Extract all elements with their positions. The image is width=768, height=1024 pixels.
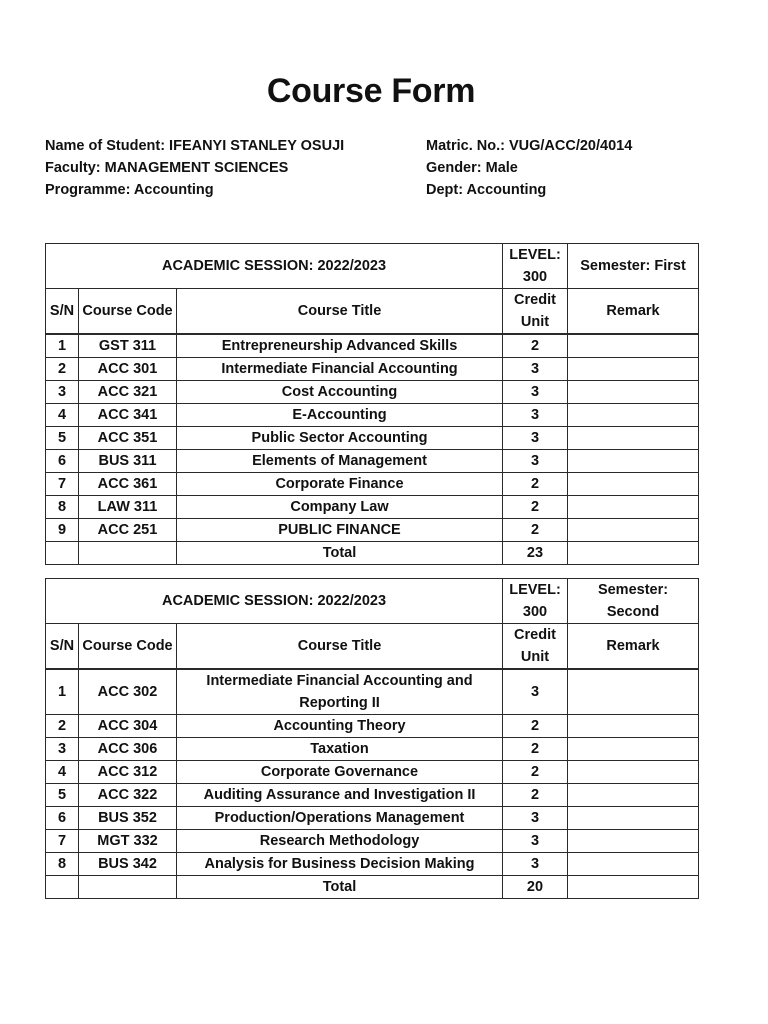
table-row bbox=[46, 784, 699, 807]
level: LEVEL: 300 bbox=[503, 244, 568, 289]
cell-title: Public Sector Accounting bbox=[177, 427, 503, 450]
semester: Semester: Second bbox=[568, 579, 699, 624]
cell-remark bbox=[568, 450, 699, 473]
cell-sn: 5 bbox=[46, 427, 79, 450]
cell-title: Analysis for Business Decision Making bbox=[177, 853, 503, 876]
course-rows bbox=[46, 334, 699, 542]
cell-credit: 3 bbox=[503, 669, 568, 715]
cell-sn: 9 bbox=[46, 519, 79, 542]
cell-remark bbox=[568, 669, 699, 715]
col-header-code: Course Code bbox=[79, 289, 177, 335]
cell-code: ACC 322 bbox=[79, 784, 177, 807]
student-gender: Gender: Male bbox=[426, 160, 518, 176]
cell-code: ACC 302 bbox=[79, 669, 177, 715]
total-label: Total bbox=[177, 542, 503, 565]
cell-sn: 2 bbox=[46, 358, 79, 381]
student-info-right bbox=[426, 135, 632, 201]
student-dept: Dept: Accounting bbox=[426, 182, 547, 198]
total-row bbox=[46, 876, 699, 899]
total-remark-blank bbox=[568, 876, 699, 899]
cell-remark bbox=[568, 381, 699, 404]
cell-credit: 3 bbox=[503, 807, 568, 830]
cell-title: Elements of Management bbox=[177, 450, 503, 473]
table-row bbox=[46, 807, 699, 830]
semester: Semester: First bbox=[568, 244, 699, 289]
total-sn-blank bbox=[46, 876, 79, 899]
student-name: Name of Student: IFEANYI STANLEY OSUJI bbox=[45, 138, 345, 154]
cell-credit: 3 bbox=[503, 450, 568, 473]
student-faculty: Faculty: MANAGEMENT SCIENCES bbox=[45, 160, 289, 176]
cell-remark bbox=[568, 761, 699, 784]
table-row bbox=[46, 830, 699, 853]
col-header-title: Course Title bbox=[177, 289, 503, 335]
cell-sn: 4 bbox=[46, 404, 79, 427]
course-rows bbox=[46, 669, 699, 876]
cell-remark bbox=[568, 334, 699, 358]
cell-credit: 3 bbox=[503, 404, 568, 427]
col-header-remark: Remark bbox=[568, 289, 699, 335]
col-header-sn: S/N bbox=[46, 624, 79, 670]
cell-sn: 1 bbox=[46, 669, 79, 715]
cell-code: ACC 351 bbox=[79, 427, 177, 450]
cell-title: E-Accounting bbox=[177, 404, 503, 427]
cell-credit: 2 bbox=[503, 761, 568, 784]
cell-sn: 8 bbox=[46, 496, 79, 519]
total-row bbox=[46, 542, 699, 565]
cell-sn: 6 bbox=[46, 807, 79, 830]
cell-title: Taxation bbox=[177, 738, 503, 761]
cell-sn: 8 bbox=[46, 853, 79, 876]
table-row bbox=[46, 404, 699, 427]
cell-title: Cost Accounting bbox=[177, 381, 503, 404]
total-credit: 23 bbox=[503, 542, 568, 565]
cell-credit: 2 bbox=[503, 715, 568, 738]
student-info-left bbox=[45, 135, 344, 201]
cell-code: ACC 301 bbox=[79, 358, 177, 381]
cell-remark bbox=[568, 519, 699, 542]
cell-code: ACC 312 bbox=[79, 761, 177, 784]
cell-credit: 2 bbox=[503, 473, 568, 496]
cell-title: Corporate Governance bbox=[177, 761, 503, 784]
table-row bbox=[46, 358, 699, 381]
col-header-code: Course Code bbox=[79, 624, 177, 670]
cell-sn: 6 bbox=[46, 450, 79, 473]
table-row bbox=[46, 853, 699, 876]
session-header-row bbox=[46, 579, 699, 624]
cell-remark bbox=[568, 784, 699, 807]
cell-code: BUS 342 bbox=[79, 853, 177, 876]
cell-title: Entrepreneurship Advanced Skills bbox=[177, 334, 503, 358]
total-label: Total bbox=[177, 876, 503, 899]
cell-title: Accounting Theory bbox=[177, 715, 503, 738]
cell-credit: 3 bbox=[503, 358, 568, 381]
page-title: Course Form bbox=[266, 72, 476, 110]
total-code-blank bbox=[79, 542, 177, 565]
cell-sn: 7 bbox=[46, 473, 79, 496]
cell-sn: 1 bbox=[46, 334, 79, 358]
cell-title: PUBLIC FINANCE bbox=[177, 519, 503, 542]
table-row bbox=[46, 473, 699, 496]
cell-sn: 3 bbox=[46, 381, 79, 404]
table-row bbox=[46, 519, 699, 542]
table-row bbox=[46, 496, 699, 519]
cell-code: ACC 321 bbox=[79, 381, 177, 404]
cell-remark bbox=[568, 738, 699, 761]
table-row bbox=[46, 381, 699, 404]
table-row bbox=[46, 738, 699, 761]
col-header-title: Course Title bbox=[177, 624, 503, 670]
cell-remark bbox=[568, 496, 699, 519]
cell-title: Corporate Finance bbox=[177, 473, 503, 496]
cell-code: ACC 361 bbox=[79, 473, 177, 496]
cell-code: BUS 352 bbox=[79, 807, 177, 830]
cell-credit: 3 bbox=[503, 381, 568, 404]
academic-session: ACADEMIC SESSION: 2022/2023 bbox=[46, 244, 503, 289]
cell-sn: 3 bbox=[46, 738, 79, 761]
cell-credit: 2 bbox=[503, 738, 568, 761]
second-semester-table bbox=[45, 578, 699, 899]
cell-code: MGT 332 bbox=[79, 830, 177, 853]
cell-remark bbox=[568, 807, 699, 830]
cell-remark bbox=[568, 427, 699, 450]
table-row bbox=[46, 427, 699, 450]
cell-remark bbox=[568, 830, 699, 853]
total-credit: 20 bbox=[503, 876, 568, 899]
cell-code: ACC 251 bbox=[79, 519, 177, 542]
session-header-row bbox=[46, 244, 699, 289]
student-programme: Programme: Accounting bbox=[45, 182, 214, 198]
cell-code: ACC 304 bbox=[79, 715, 177, 738]
cell-title: Intermediate Financial Accounting bbox=[177, 358, 503, 381]
cell-title: Company Law bbox=[177, 496, 503, 519]
table-row bbox=[46, 761, 699, 784]
cell-credit: 3 bbox=[503, 830, 568, 853]
student-matric: Matric. No.: VUG/ACC/20/4014 bbox=[426, 138, 633, 154]
first-semester-table bbox=[45, 243, 699, 565]
cell-sn: 7 bbox=[46, 830, 79, 853]
cell-code: LAW 311 bbox=[79, 496, 177, 519]
cell-remark bbox=[568, 853, 699, 876]
col-header-remark: Remark bbox=[568, 624, 699, 670]
col-header-credit: Credit Unit bbox=[503, 624, 568, 670]
cell-title: Research Methodology bbox=[177, 830, 503, 853]
total-sn-blank bbox=[46, 542, 79, 565]
cell-code: ACC 306 bbox=[79, 738, 177, 761]
academic-session: ACADEMIC SESSION: 2022/2023 bbox=[46, 579, 503, 624]
cell-remark bbox=[568, 404, 699, 427]
cell-title: Production/Operations Management bbox=[177, 807, 503, 830]
cell-code: ACC 341 bbox=[79, 404, 177, 427]
table-row bbox=[46, 450, 699, 473]
total-code-blank bbox=[79, 876, 177, 899]
cell-code: BUS 311 bbox=[79, 450, 177, 473]
cell-remark bbox=[568, 473, 699, 496]
col-header-credit: Credit Unit bbox=[503, 289, 568, 335]
cell-credit: 2 bbox=[503, 334, 568, 358]
cell-sn: 4 bbox=[46, 761, 79, 784]
level: LEVEL: 300 bbox=[503, 579, 568, 624]
cell-credit: 3 bbox=[503, 427, 568, 450]
table-row bbox=[46, 715, 699, 738]
cell-credit: 2 bbox=[503, 519, 568, 542]
cell-title: Auditing Assurance and Investigation II bbox=[177, 784, 503, 807]
cell-code: GST 311 bbox=[79, 334, 177, 358]
column-header-row bbox=[46, 624, 699, 670]
table-row bbox=[46, 669, 699, 715]
cell-remark bbox=[568, 715, 699, 738]
col-header-sn: S/N bbox=[46, 289, 79, 335]
total-remark-blank bbox=[568, 542, 699, 565]
cell-remark bbox=[568, 358, 699, 381]
cell-title: Intermediate Financial Accounting and Reporting II bbox=[177, 669, 503, 715]
cell-sn: 2 bbox=[46, 715, 79, 738]
cell-credit: 2 bbox=[503, 784, 568, 807]
cell-credit: 2 bbox=[503, 496, 568, 519]
cell-credit: 3 bbox=[503, 853, 568, 876]
table-row bbox=[46, 334, 699, 358]
column-header-row bbox=[46, 289, 699, 335]
cell-sn: 5 bbox=[46, 784, 79, 807]
